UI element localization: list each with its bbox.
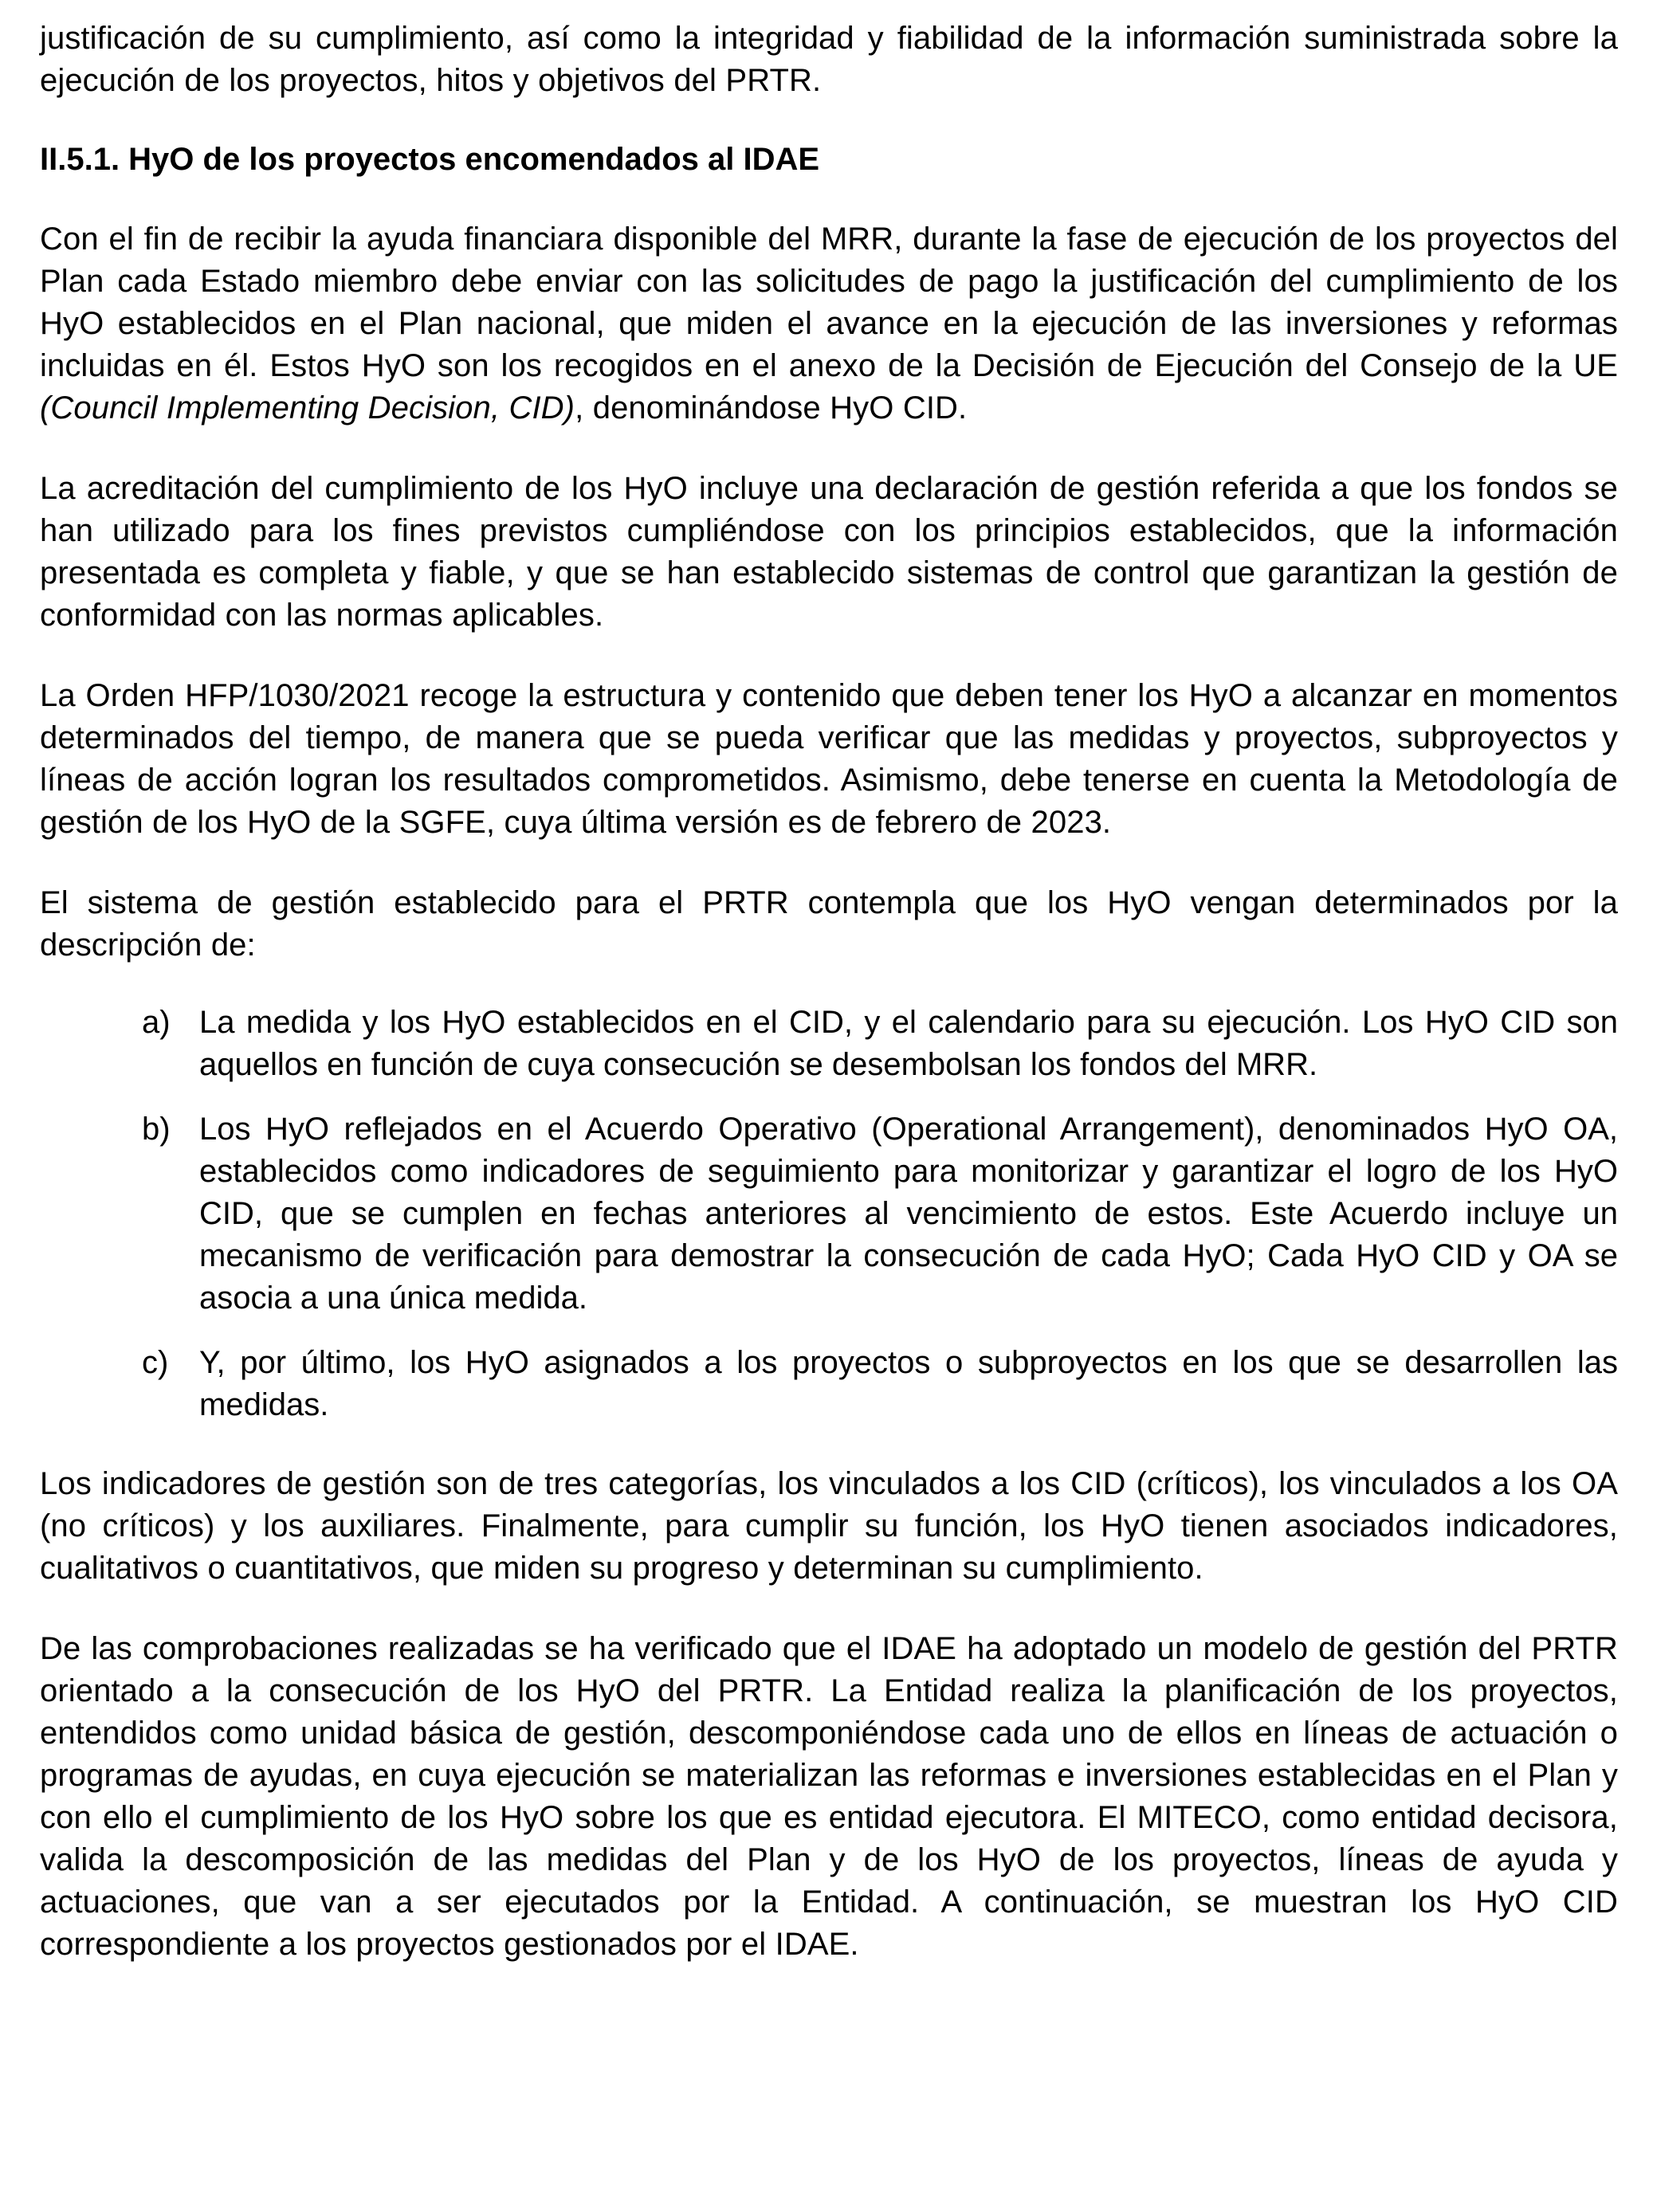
list-item-text: Los HyO reflejados en el Acuerdo Operativo (Operational Arrangement), denominados HyO OA, establecidos como indicadores de seguimiento para monitorizar y garantizar el logro de los HyO CID, que se cumplen en fechas anteriores al vencimiento de estos. Este Acuerdo incluye un mecanismo de verificación para demostrar la consecución de cada HyO; Cada HyO CID y OA se asocia a una única medida. bbox=[199, 1112, 1618, 1316]
list-item-marker: a) bbox=[142, 1005, 171, 1040]
paragraph-accreditation: La acreditación del cumplimiento de los HyO incluye una declaración de gestión referida a que los fondos se han utilizado para los fines previstos cumpliéndose con los principios establecidos, que la información presentada es completa y fiable, y que se han establecido sistemas de control que garantizan la gestión de conformidad con las normas aplicables. bbox=[40, 471, 1618, 633]
continuation-paragraph: justificación de su cumplimiento, así como la integridad y fiabilidad de la información suministrada sobre la ejecución de los proyectos, hitos y objetivos del PRTR. bbox=[40, 21, 1618, 98]
lettered-list bbox=[40, 1002, 1618, 1426]
list-item-marker: b) bbox=[142, 1112, 171, 1147]
list-item-text: La medida y los HyO establecidos en el CID, y el calendario para su ejecución. Los HyO CID son aquellos en función de cuya consecución se desembolsan los fondos del MRR. bbox=[199, 1005, 1618, 1082]
list-item bbox=[40, 1002, 1618, 1086]
document-body bbox=[40, 18, 1618, 1966]
paragraph-mrr-funding-part2: , denominándose HyO CID. bbox=[575, 390, 968, 426]
section-heading: II.5.1. HyO de los proyectos encomendados al IDAE bbox=[40, 142, 820, 177]
cid-italic-note: (Council Implementing Decision, CID) bbox=[40, 390, 575, 426]
paragraph-management-indicators: Los indicadores de gestión son de tres categorías, los vinculados a los CID (críticos), los vinculados a los OA (no críticos) y los auxiliares. Finalmente, para cumplir su función, los HyO tienen asociados indicadores, cualitativos o cuantitativos, que miden su progreso y determinan su cumplimiento. bbox=[40, 1466, 1618, 1586]
list-item-marker: c) bbox=[142, 1345, 169, 1380]
list-item bbox=[40, 1108, 1618, 1320]
paragraph-mrr-funding bbox=[40, 218, 1618, 429]
paragraph-management-system: El sistema de gestión establecido para el PRTR contempla que los HyO vengan determinados por la descripción de: bbox=[40, 885, 1618, 963]
paragraph-mrr-funding-part1: Con el fin de recibir la ayuda financiara disponible del MRR, durante la fase de ejecución de los proyectos del Plan cada Estado miembro debe enviar con las solicitudes de pago la justificación del cumplimiento de los HyO establecidos en el Plan nacional, que miden el avance en la ejecución de las inversiones y reformas incluidas en él. Estos HyO son los recogidos en el anexo de la Decisión de Ejecución del Consejo de la UE bbox=[40, 222, 1618, 383]
paragraph-order-hfp: La Orden HFP/1030/2021 recoge la estructura y contenido que deben tener los HyO a alcanzar en momentos determinados del tiempo, de manera que se pueda verificar que las medidas y proyectos, subproyectos y líneas de acción logran los resultados comprometidos. Asimismo, debe tenerse en cuenta la Metodología de gestión de los HyO de la SGFE, cuya última versión es de febrero de 2023. bbox=[40, 678, 1618, 840]
list-item bbox=[40, 1342, 1618, 1426]
list-item-text: Y, por último, los HyO asignados a los proyectos o subproyectos en los que se desarrollen las medidas. bbox=[199, 1345, 1618, 1422]
paragraph-idae-verification: De las comprobaciones realizadas se ha verificado que el IDAE ha adoptado un modelo de gestión del PRTR orientado a la consecución de los HyO del PRTR. La Entidad realiza la planificación de los proyectos, entendidos como unidad básica de gestión, descomponiéndose cada uno de ellos en líneas de actuación o programas de ayudas, en cuya ejecución se materializan las reformas e inversiones establecidas en el Plan y con ello el cumplimiento de los HyO sobre los que es entidad ejecutora. El MITECO, como entidad decisora, valida la descomposición de las medidas del Plan y de los HyO de los proyectos, líneas de ayuda y actuaciones, que van a ser ejecutados por la Entidad. A continuación, se muestran los HyO CID correspondiente a los proyectos gestionados por el IDAE. bbox=[40, 1631, 1618, 1962]
